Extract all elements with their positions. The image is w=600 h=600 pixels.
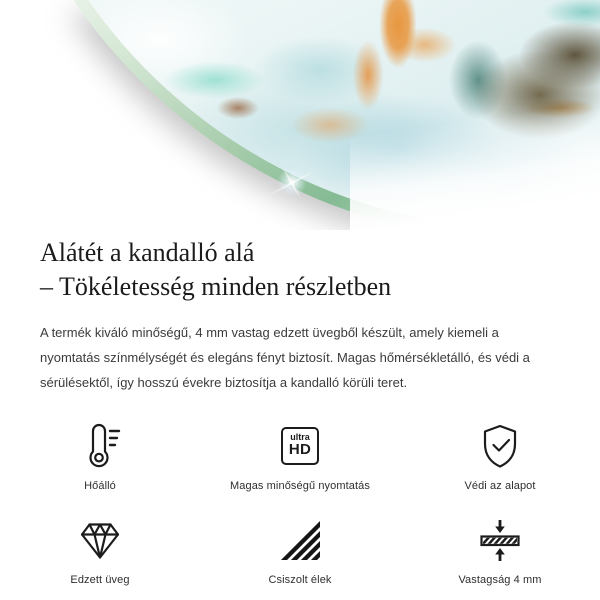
feature-tempered-glass	[0, 515, 200, 586]
product-description-section	[0, 230, 600, 396]
page-title-line1: Alátét a kandalló alá	[40, 238, 255, 267]
feature-thickness	[400, 515, 600, 586]
product-hero-image	[0, 0, 600, 230]
ultra-hd-icon	[281, 421, 319, 471]
page-title-line2: – Tökéletesség minden részletben	[40, 272, 392, 302]
feature-heat-resistant	[0, 421, 200, 492]
shield-check-icon	[478, 421, 522, 471]
feature-label: Hőálló	[84, 479, 116, 492]
feature-protects-base	[400, 421, 600, 492]
feature-label: Csiszolt élek	[268, 573, 332, 586]
thermometer-icon	[78, 421, 122, 471]
feature-grid	[0, 421, 600, 586]
feature-label: Vastagság 4 mm	[458, 573, 542, 586]
compressed-thickness-icon	[478, 515, 522, 565]
feature-polished-edges	[200, 515, 400, 586]
beveled-edge-icon	[278, 515, 322, 565]
page-title	[40, 236, 560, 305]
hero-white-fade	[350, 100, 600, 230]
feature-high-quality-print	[200, 421, 400, 492]
diamond-icon	[78, 515, 122, 565]
feature-label: Edzett üveg	[70, 573, 130, 586]
feature-label: Védi az alapot	[464, 479, 536, 492]
feature-label: Magas minőségű nyomtatás	[230, 479, 370, 492]
ultra-hd-badge-top: ultra	[290, 432, 310, 443]
ultra-hd-badge-bottom: HD	[288, 441, 312, 459]
product-description: A termék kiváló minőségű, 4 mm vastag edzett üvegből készült, amely kiemeli a nyomtatás színmélységét és elegáns fényt biztosít. Magas hőmérsékletálló, és védi a sérülésektől, így hosszú évekre biztosítja a kandalló körüli teret.	[40, 324, 530, 391]
